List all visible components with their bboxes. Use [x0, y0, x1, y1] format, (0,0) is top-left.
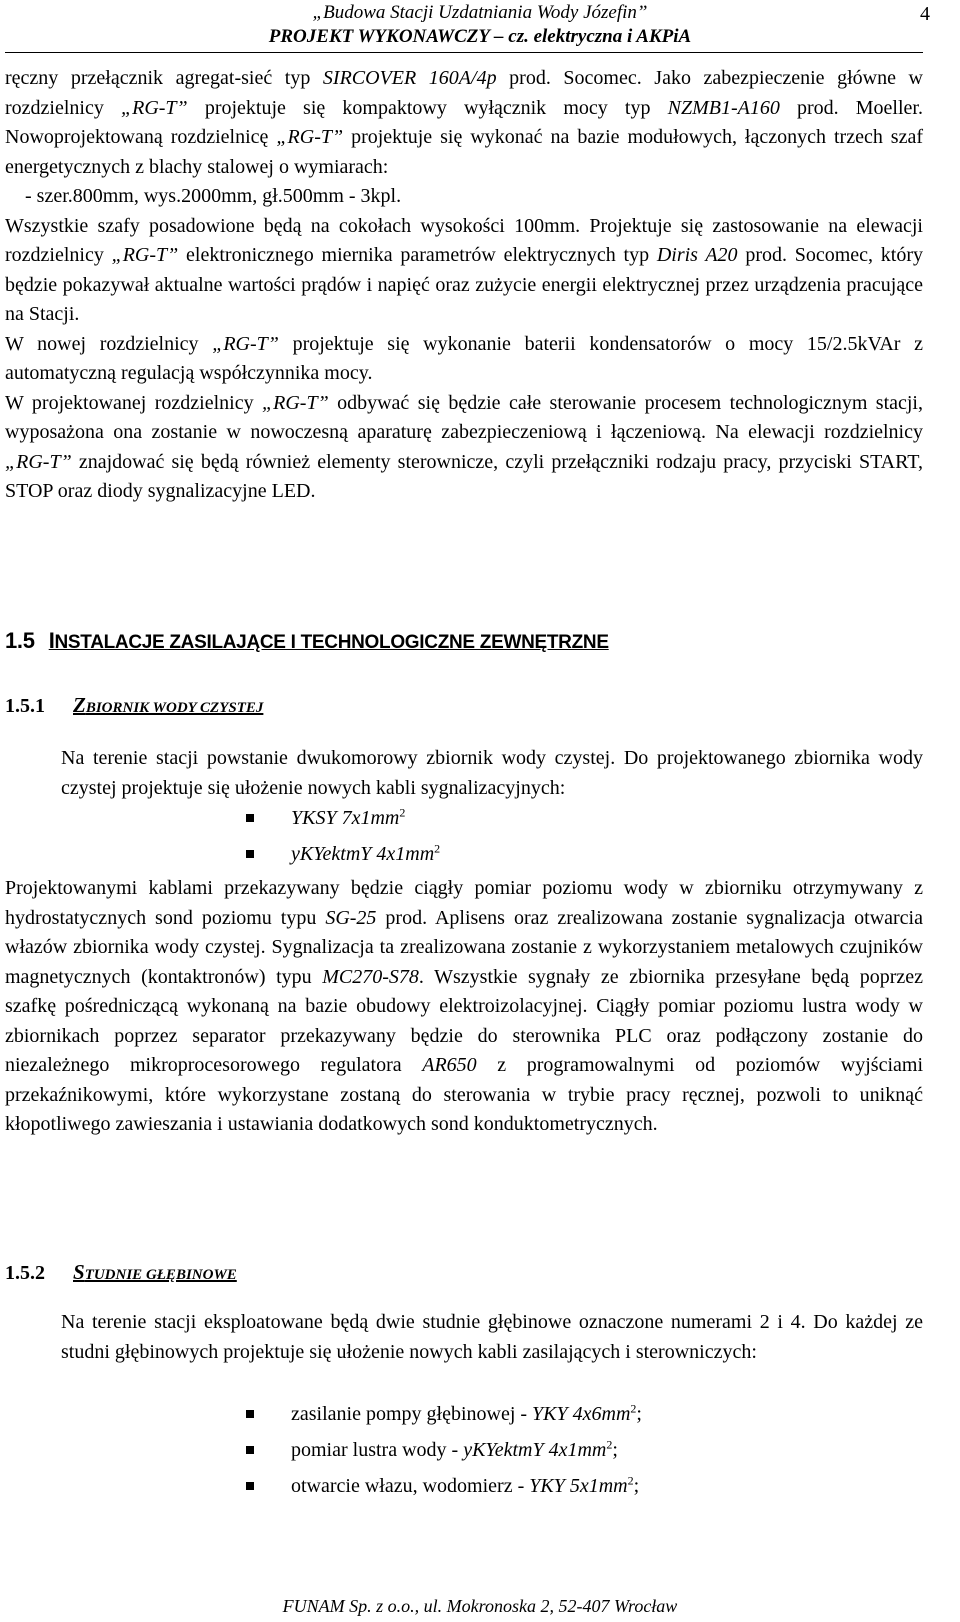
intro-paragraph-3: W nowej rozdzielnicy „RG-T” projektuje się wykonanie baterii kondensatorów o mocy 15/2.5kVAr z automatyczną regulacją współczynnika mocy.	[5, 332, 923, 384]
intro-paragraph-2: Wszystkie szafy posadowione będą na cokołach wysokości 100mm. Projektuje się zastosowanie na elewacji rozdzielnicy „RG-T” elektronicznego miernika parametrów elektrycznych typ Diris A20 prod. Socomec, który będzie pokazywał aktualne wartości prądów i napięć oraz zużycie energii elektrycznej przez urządzenia pracujące na Stacji.	[5, 214, 923, 325]
header-title: „Budowa Stacji Uzdatniania Wody Józefin”	[312, 2, 648, 23]
document-page: „Budowa Stacji Uzdatniania Wody Józefin” PROJEKT WYKONAWCZY – cz. elektryczna i AKPiA 4 ręczny przełącznik agregat-sieć typ SIRCOVER 160A/4p prod. Socomec. Jako zabezpieczenie główne w rozdzielnicy „RG-T” projektuje się kompaktowy wyłącznik mocy typ NZMB1-A160 prod. Moeller. Nowoprojektowaną rozdzielnicę „RG-T” projektuje się wykonać na bazie modułowych, łączonych trzech szaf energetycznych z blachy stalowej o wymiarach: - szer.800mm, wys.2000mm, gł.500mm - 3kpl. Wszystkie szafy posadowione będą na cokołach wysokości 100mm. Projektuje się zastosowanie na elewacji rozdzielnicy „RG-T” elektronicznego miernika parametrów elektrycznych typ Diris A20 prod. Socomec, który będzie pokazywał aktualne wartości prądów i napięć oraz zużycie energii elektrycznej przez urządzenia pracujące na Stacji. W nowej rozdzielnicy „RG-T” projektuje się wykonanie baterii kondensatorów o mocy 15/2.5kVAr z automatyczną regulacją współczynnika mocy. W projektowanej rozdzielnicy „RG-T” odbywać się będzie całe sterowanie procesem technologicznym stacji, wyposażona ona zostanie w nowoczesną aparaturę zabezpieczeniową i łączeniową. Na elewacji rozdzielnicy „RG-T” znajdować się będą również elementy sterownicze, czyli przełączniki rodzaju pracy, przyciski START, STOP oraz diody sygnalizacyjne LED. 1.5 INSTALACJE ZASILAJĄCE I TECHNOLOGICZNE ZEWNĘTRZNE 1.5.1 ZBIORNIK WODY CZYSTEJ Na terenie stacji powstanie dwukomorowy zbiornik wody czystej. Do projektowanego zbiornika wody czystej projektuje się ułożenie nowych kabli sygnalizacyjnych: YKSY $7x1mm^2$ yKYektmY $4x1mm^2$ Projektowanymi kablami przekazywany będzie ciągły pomiar poziomu wody w zbiorniku otrzymywany z hydrostatycznych sond poziomu typu SG-25 prod. Aplisens oraz zrealizowana zostanie sygnalizacja otwarcia włazów zbiornika wody czystej. Sygnalizacja ta zrealizowana zostanie z wykorzystaniem metalowych czujników magnetycznych (kontaktronów) typu MC270-S78. Wszystkie sygnały ze zbiornika przesyłane będą poprzez szafkę pośredniczącą wykonaną na bazie obudowy elektroizolacyjnej. Ciągły pomiar poziomu lustra wody w zbiornikach poprzez separator przekazywany będzie do sterownika PLC oraz podłączony zostanie do niezależnego mikroprocesorowego regulatora AR650 z programowalnymi od poziomów wyjściami przekaźnikowymi, które wykorzystane zostaną do sterowania w trybie pracy ręcznej, pozwoli to uniknąć kłopotliwego zawieszania i ustawiania dodatkowych sond konduktometrycznych. 1.5.2 STUDNIE GŁĘBINOWE Na terenie stacji eksploatowane będą dwie studnie głębinowe oznaczone numerami 2 i 4. Do każdej ze studni głębinowych projektuje się ułożenie nowych kabli zasilających i sterowniczych: zasilanie pompy głębinowej - YKY $4x6mm^2$; pomiar lustra wody - yKYektmY $4x1mm^2$; otwarcie włazu, wodomierz - YKY $5x1mm^2$; FUNAM Sp. z o.o., ul. Mokronoska 2, 52-407 Wrocław	[0, 0, 960, 1622]
section-1-5-2-heading: 1.5.2 STUDNIE GŁĘBINOWE	[5, 1260, 237, 1284]
intro-paragraph-4: W projektowanej rozdzielnicy „RG-T” odbywać się będzie całe sterowanie procesem technologicznym stacji, wyposażona ona zostanie w nowoczesną aparaturę zabezpieczeniową i łączeniową. Na elewacji rozdzielnicy „RG-T” znajdować się będą również elementy sterownicze, czyli przełączniki rodzaju pracy, przyciski START, STOP oraz diody sygnalizacyjne LED.	[5, 391, 923, 502]
cabinet-dimensions: - szer.800mm, wys.2000mm, gł.500mm - 3kpl.	[25, 185, 402, 207]
page-number: 4	[920, 3, 930, 25]
header-divider	[5, 52, 923, 53]
header-subtitle: PROJEKT WYKONAWCZY – cz. elektryczna i AKPiA	[268, 26, 692, 47]
section-1-5-1-heading: 1.5.1 ZBIORNIK WODY CZYSTEJ	[5, 693, 264, 717]
section-1-5-2-intro: Na terenie stacji eksploatowane będą dwie studnie głębinowe oznaczone numerami 2 i 4. Do każdej ze studni głębinowych projektuje się ułożenie nowych kabli zasilających i sterowniczych:	[61, 1311, 923, 1363]
section-1-5-1-body: Projektowanymi kablami przekazywany będzie ciągły pomiar poziomu wody w zbiorniku otrzymywany z hydrostatycznych sond poziomu typu SG-25 prod. Aplisens oraz zrealizowana zostanie sygnalizacja otwarcia włazów zbiornika wody czystej. Sygnalizacja ta zrealizowana zostanie z wykorzystaniem metalowych czujników magnetycznych (kontaktronów) typu MC270-S78. Wszystkie sygnały ze zbiornika przesyłane będą poprzez szafkę pośredniczącą wykonaną na bazie obudowy elektroizolacyjnej. Ciągły pomiar poziomu lustra wody w zbiornikach poprzez separator przekazywany będzie do sterownika PLC oraz podłączony zostanie do niezależnego mikroprocesorowego regulatora AR650 z programowalnymi od poziomów wyjściami przekaźnikowymi, które wykorzystane zostaną do sterowania w trybie pracy ręcznej, pozwoli to uniknąć kłopotliwego zawieszania i ustawiania dodatkowych sond konduktometrycznych.	[5, 877, 924, 1135]
section-1-5-1-intro: Na terenie stacji powstanie dwukomorowy zbiornik wody czystej. Do projektowanego zbiornika wody czystej projektuje się ułożenie nowych kabli sygnalizacyjnych:	[61, 747, 923, 799]
page-footer: FUNAM Sp. z o.o., ul. Mokronoska 2, 52-407 Wrocław	[282, 1596, 678, 1616]
intro-paragraph-1: ręczny przełącznik agregat-sieć typ SIRCOVER 160A/4p prod. Socomec. Jako zabezpieczenie główne w rozdzielnicy „RG-T” projektuje się kompaktowy wyłącznik mocy typ NZMB1-A160 prod. Moeller. Nowoprojektowaną rozdzielnicę „RG-T” projektuje się wykonać na bazie modułowych, łączonych trzech szaf energetycznych z blachy stalowej o wymiarach:	[5, 67, 924, 178]
intro-text	[5, 64, 923, 507]
section-1-5-heading: 1.5 INSTALACJE ZASILAJĄCE I TECHNOLOGICZNE ZEWNĘTRZNE	[5, 628, 609, 653]
